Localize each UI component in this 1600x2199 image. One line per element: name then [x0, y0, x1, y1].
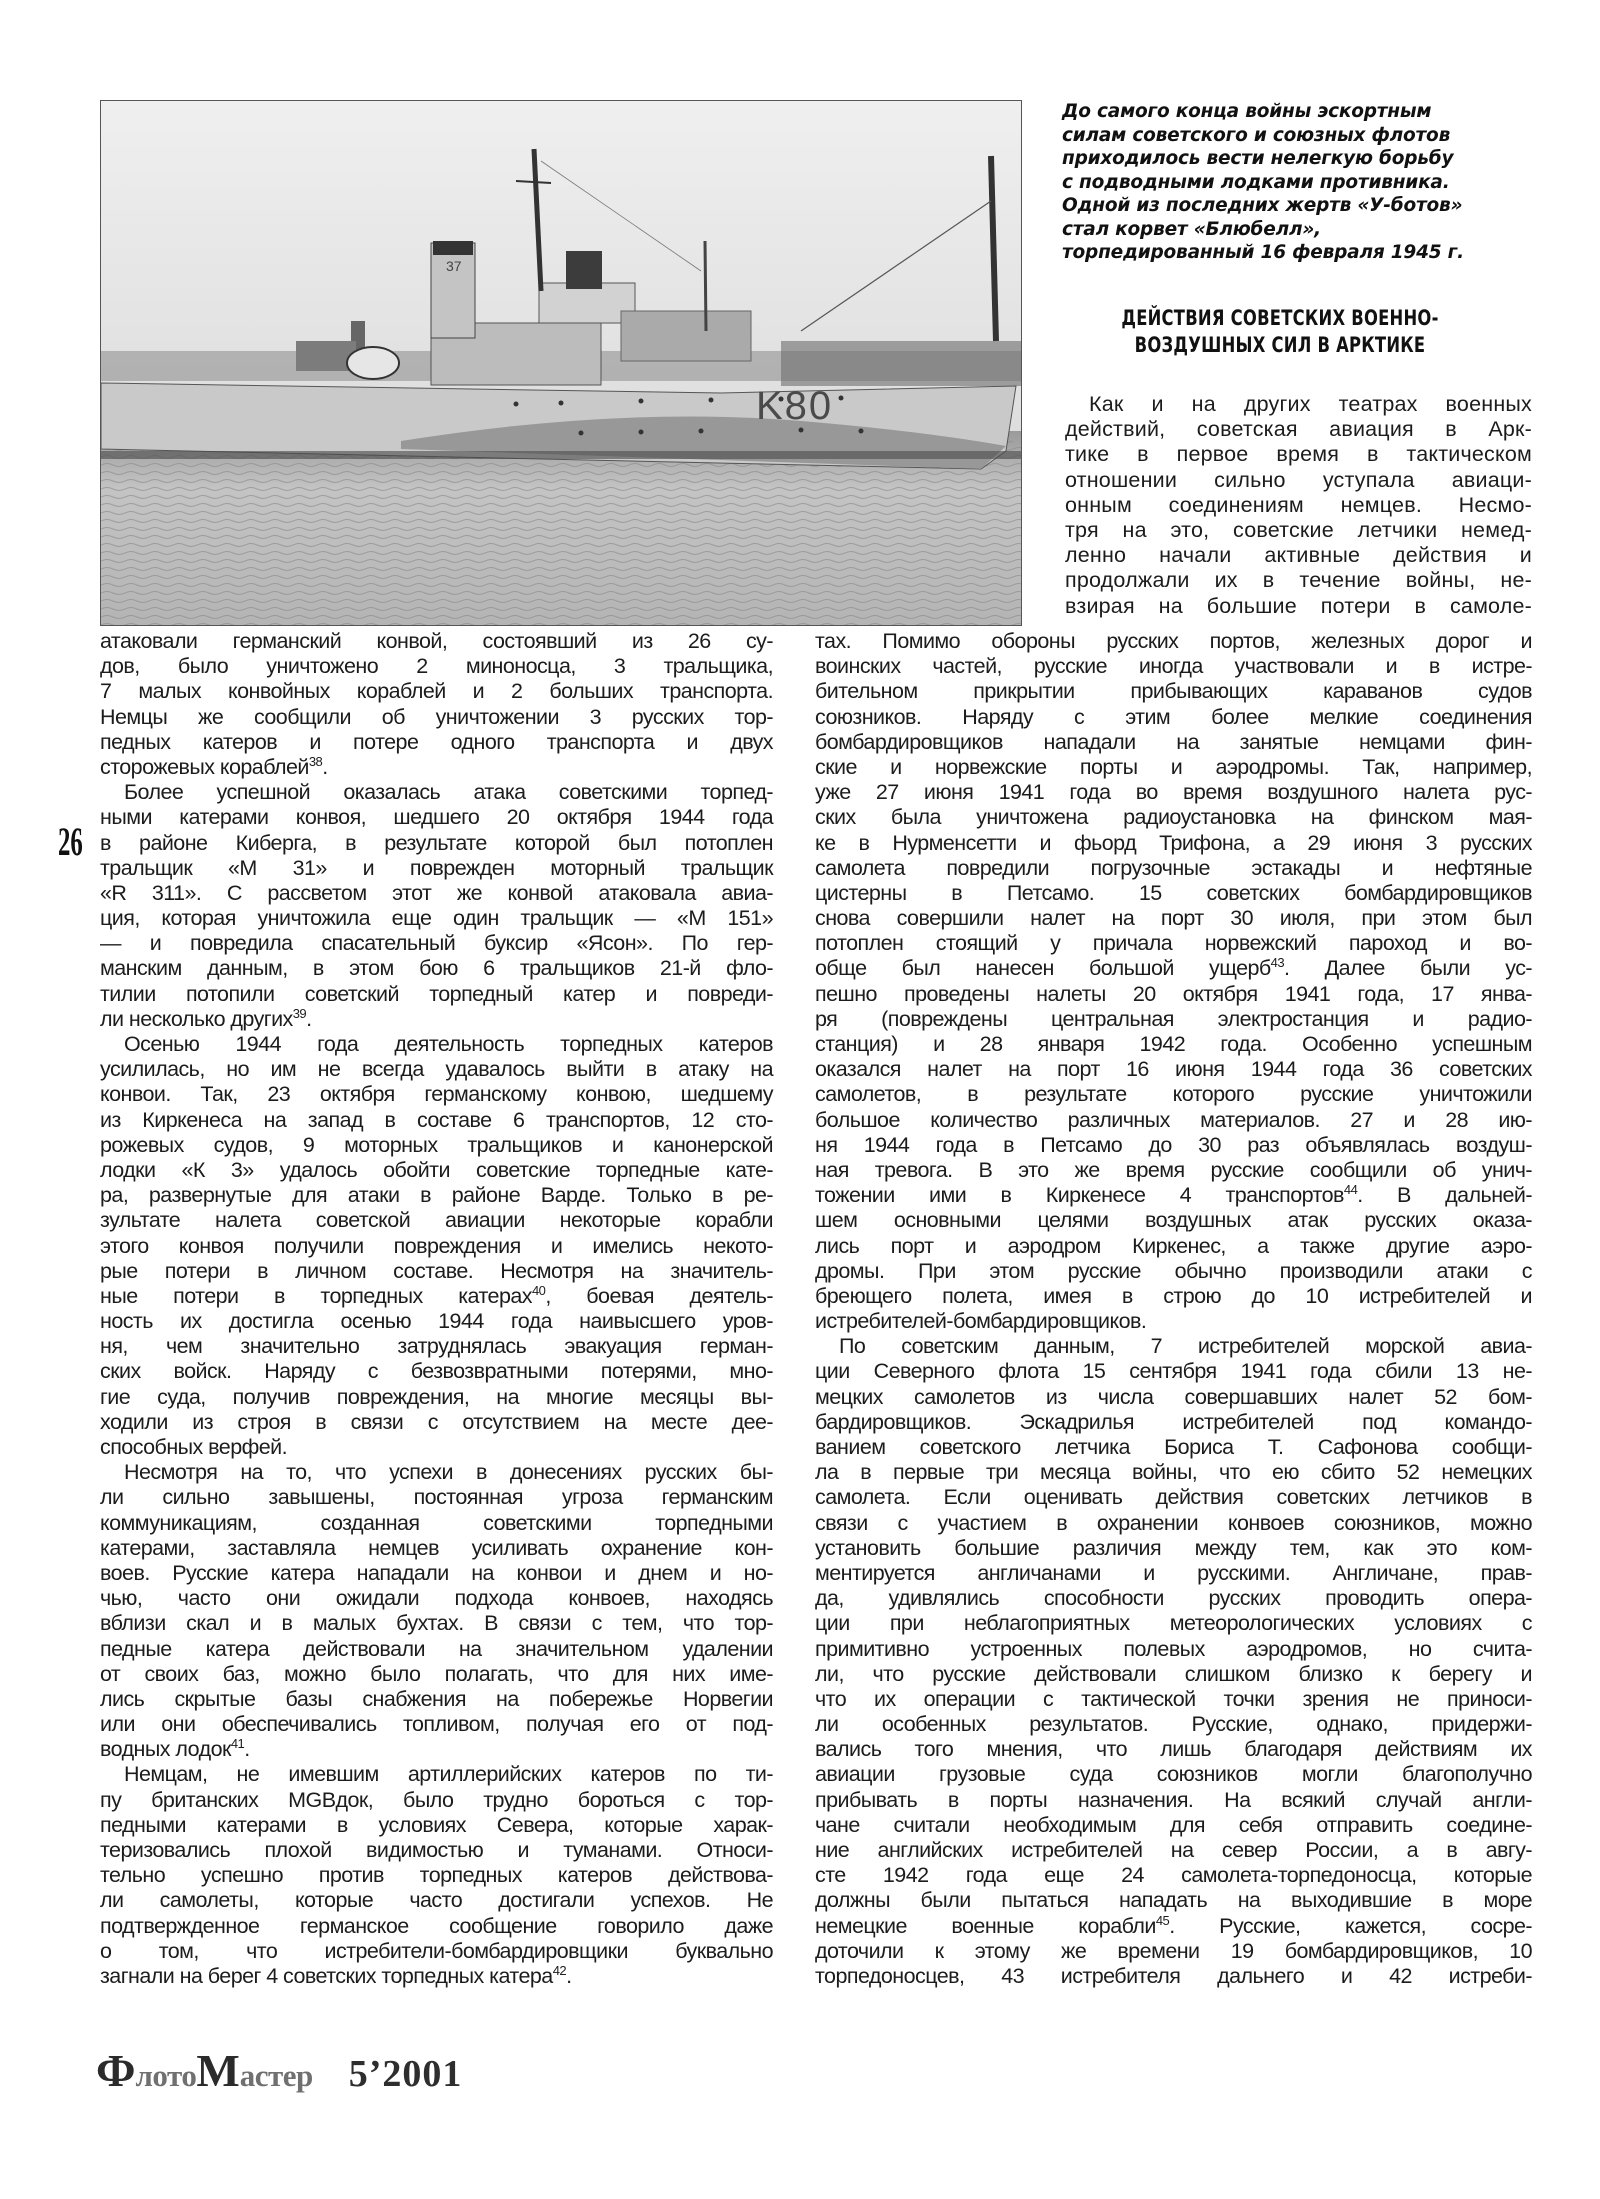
- text-line: [815, 1007, 1532, 1032]
- text-run: чане считали необходимым для себя отправить соедине-: [815, 1812, 1532, 1837]
- text-run: уже 27 июня 1941 года во время воздушного налета рус-: [815, 780, 1532, 805]
- text-line: [815, 931, 1532, 956]
- text-run: . Далее были ус-: [1284, 956, 1533, 981]
- text-run: — и повредила спасательный буксир «Ясон». По гер-: [100, 931, 773, 956]
- text-run: этого конвоя получили повреждения и имелись некото-: [100, 1233, 773, 1258]
- text-line: [100, 1158, 773, 1183]
- text-run: По советским данным, 7 истребителей морской авиа-: [839, 1334, 1532, 1359]
- text-run: . Русские, кажется, сосре-: [1169, 1913, 1532, 1938]
- caption-line: стал корвет «Блюбелл»,: [1062, 218, 1321, 240]
- text-line: [815, 906, 1532, 931]
- text-run: сторожевых кораблей: [100, 754, 309, 779]
- text-run: . В дальней-: [1357, 1183, 1532, 1208]
- text-line: [815, 1108, 1532, 1133]
- text-run: прибывать в порты назначения. На всякий случай англи-: [815, 1787, 1532, 1812]
- text-line: [815, 1511, 1532, 1536]
- text-line: [100, 730, 773, 755]
- text-line: продолжали их в течение войны, не-: [1065, 568, 1532, 593]
- text-line: [815, 1536, 1532, 1561]
- text-run: из Киркенеса на запад в составе 6 транспортов, 12 сто-: [100, 1107, 773, 1132]
- text-run: от своих баз, можно было полагать, что для них име-: [100, 1661, 773, 1686]
- text-run: лодки «К 3» удалось обойти советские торпедные кате-: [100, 1157, 773, 1182]
- text-run: ли самолеты, которые часто достигали успехов. Не: [100, 1888, 773, 1913]
- text-line: [100, 1914, 773, 1939]
- text-run: вблизи скал и в малых бухтах. В связи с тем, что тор-: [100, 1611, 773, 1636]
- text-run: 7 малых конвойных кораблей и 2 больших транспорта.: [100, 679, 773, 704]
- text-line: [815, 629, 1532, 654]
- article-column-right-top: [1065, 392, 1532, 619]
- article-column-left: [100, 629, 773, 1989]
- text-line: [100, 1586, 773, 1611]
- text-run: ских была уничтожена радиоустановка на финском мая-: [815, 805, 1532, 830]
- text-line: [100, 906, 773, 931]
- text-run: ли, что русские действовали слишком близко к берегу и: [815, 1661, 1532, 1686]
- footnote-ref: 44: [1343, 1182, 1358, 1198]
- masthead-cap-2: М: [196, 2045, 240, 2096]
- text-run: торпедоносцев, 43 истребителя дальнего и 42 истреби-: [815, 1963, 1532, 1988]
- text-run: ских войск. Наряду с безвозвратными потерями, мно-: [100, 1359, 773, 1384]
- text-run: Несмотря на то, что успехи в донесениях русских бы-: [124, 1460, 773, 1485]
- footnote-ref: 43: [1270, 955, 1285, 971]
- text-run: манским данным, в этом бою 6 тральщиков 21-й фло-: [100, 956, 773, 981]
- text-line: [815, 1435, 1532, 1460]
- text-line: [815, 1032, 1532, 1057]
- text-run: связи с участием в охранении конвоев союзников, можно: [815, 1510, 1532, 1535]
- issue-number: 5’2001: [348, 2053, 463, 2095]
- text-run: гие суда, получив повреждения, на многие месяцы вы-: [100, 1384, 773, 1409]
- text-line: [100, 1485, 773, 1510]
- text-line: [100, 1309, 773, 1334]
- text-run: тральщик «М 31» и поврежден моторный тральщик: [100, 855, 773, 880]
- text-line: [815, 1284, 1532, 1309]
- text-line: [100, 982, 773, 1007]
- text-run: немецкие военные корабли: [815, 1913, 1156, 1938]
- text-run: .: [322, 754, 328, 779]
- text-run: педные катера действовали на значительном удалении: [100, 1636, 773, 1661]
- text-run: катерами, заставляла немцев усиливать охранение кон-: [100, 1535, 773, 1560]
- text-line: [815, 1888, 1532, 1913]
- text-line: [815, 982, 1532, 1007]
- text-line: онным соединениям немцев. Несмо-: [1065, 492, 1532, 517]
- text-line: [100, 1208, 773, 1233]
- text-run: бардировщиков. Эскадрилья истребителей под командо-: [815, 1409, 1532, 1434]
- text-run: самолета повредили погрузочные эстакады и нефтяные: [815, 855, 1532, 880]
- text-run: ке в Нурменсетти и фьорд Трифона, а 29 июня 3 русских: [815, 830, 1532, 855]
- masthead-part-2: астер: [239, 2058, 313, 2093]
- text-run: ла в первые три месяца войны, что ею сбито 52 немецких: [815, 1460, 1532, 1485]
- text-line: [100, 1284, 773, 1309]
- text-line: [100, 1259, 773, 1284]
- text-run: Осенью 1944 года деятельность торпедных катеров: [124, 1032, 773, 1056]
- text-line: [100, 679, 773, 704]
- text-line: [100, 856, 773, 881]
- text-line: ленно начали активные действия и: [1065, 543, 1532, 568]
- text-line: действий, советская авиация в Арк-: [1065, 417, 1532, 442]
- text-line: [815, 1863, 1532, 1888]
- caption-line: силам советского и союзных флотов: [1062, 124, 1451, 146]
- text-run: ции Северного флота 15 сентября 1941 года сбили 13 не-: [815, 1359, 1532, 1384]
- text-line: [815, 1158, 1532, 1183]
- text-line: [815, 1637, 1532, 1662]
- text-line: [100, 1334, 773, 1359]
- text-run: ские и норвежские порты и аэродромы. Так, например,: [815, 754, 1532, 779]
- text-line: [815, 831, 1532, 856]
- text-line: [100, 629, 773, 654]
- text-run: потоплен стоящий у причала норвежский пароход и во-: [815, 931, 1532, 956]
- footnote-ref: 39: [292, 1005, 307, 1021]
- text-line: [100, 654, 773, 679]
- text-line: [815, 1586, 1532, 1611]
- text-run: коммуникациям, созданная советскими торпедными: [100, 1510, 773, 1535]
- text-line: [815, 1057, 1532, 1082]
- text-line: Как и на других театрах военных: [1089, 392, 1532, 416]
- text-run: ня, чем значительно затруднялась эвакуация герман-: [100, 1334, 773, 1359]
- text-run: педными катерами в условиях Севера, которые харак-: [100, 1812, 773, 1837]
- text-run: ментируется англичанами и русскими. Англичане, прав-: [815, 1560, 1532, 1585]
- text-run: загнали на берег 4 советских торпедных катера: [100, 1963, 553, 1988]
- text-line: отношении сильно уступала авиаци-: [1065, 467, 1532, 492]
- text-line: [815, 1208, 1532, 1233]
- text-run: бомбардировщиков нападали на занятые немцами фин-: [815, 729, 1532, 754]
- caption-line: Одной из последних жертв «У-ботов»: [1062, 195, 1463, 216]
- text-line: [100, 1536, 773, 1561]
- text-run: ванием советского летчика Бориса Т. Сафонова сообщи-: [815, 1435, 1532, 1459]
- text-line: [815, 856, 1532, 881]
- text-line: [815, 1813, 1532, 1838]
- funnel-mark: 37: [446, 258, 462, 274]
- footnote-ref: 45: [1155, 1912, 1170, 1928]
- text-run: ли несколько других: [100, 1006, 293, 1031]
- text-run: способных верфей.: [100, 1435, 288, 1459]
- page-number: 26: [58, 819, 83, 864]
- text-line: [815, 1359, 1532, 1384]
- text-run: должны были пытаться нападать на выходившие в море: [815, 1888, 1532, 1913]
- text-run: воев. Русские катера нападали на конвои и днем и но-: [100, 1560, 773, 1585]
- text-run: самолетов, в результате которого русские уничтожили: [815, 1082, 1532, 1107]
- text-line: [815, 1712, 1532, 1737]
- text-run: педных катеров и потере одного транспорта и двух: [100, 729, 773, 754]
- text-run: истребителей-бомбардировщиков.: [815, 1309, 1147, 1334]
- text-run: подтвержденное германское сообщение говорило даже: [100, 1913, 773, 1938]
- text-line: [100, 1234, 773, 1259]
- text-line: [815, 1662, 1532, 1687]
- text-run: мецких самолетов из числа совершавших налет 52 бом-: [815, 1384, 1532, 1409]
- text-line: [100, 831, 773, 856]
- text-line: [100, 1863, 773, 1888]
- text-run: большое количество различных материалов. 27 и 28 ию-: [815, 1107, 1532, 1132]
- text-run: ные потери в торпедных катерах: [100, 1283, 532, 1308]
- text-line: [815, 730, 1532, 755]
- text-line: [100, 1460, 773, 1485]
- ship-photo: [100, 100, 1022, 626]
- text-line: [815, 1259, 1532, 1284]
- text-line: [100, 1561, 773, 1586]
- text-run: что их операции с тактической точки зрения не приноси-: [815, 1686, 1532, 1711]
- footnote-ref: 38: [308, 753, 323, 769]
- text-run: тельно успешно против торпедных катеров действова-: [100, 1863, 773, 1888]
- magazine-masthead: [96, 2044, 462, 2097]
- text-line: [815, 654, 1532, 679]
- text-line: [815, 1309, 1532, 1334]
- footnote-ref: 40: [531, 1282, 546, 1298]
- text-run: лись порт и аэродром Киркенес, а также другие аэро-: [815, 1233, 1532, 1258]
- text-run: ря (повреждены центральная электростанция и радио-: [815, 1006, 1532, 1031]
- text-run: сте 1942 года еще 24 самолета-торпедоносца, которые: [815, 1863, 1532, 1888]
- caption-line: торпедированный 16 февраля 1945 г.: [1062, 242, 1464, 263]
- text-run: обще был нанесен большой ущерб: [815, 956, 1271, 981]
- text-line: [815, 1687, 1532, 1712]
- text-line: [100, 1007, 773, 1032]
- text-run: авиации грузовые суда союзников могли благополучно: [815, 1762, 1532, 1787]
- text-run: ли сильно завышены, постоянная угроза германским: [100, 1485, 773, 1510]
- text-run: Немцы же сообщили об уничтожении 3 русских тор-: [100, 704, 773, 729]
- text-run: , боевая деятель-: [545, 1283, 773, 1308]
- text-line: [100, 931, 773, 956]
- text-run: установить большие различия между тем, как это ком-: [815, 1535, 1532, 1560]
- text-line: [100, 1712, 773, 1737]
- text-line: [100, 1838, 773, 1863]
- text-run: бреющего полета, имея в строю до 10 истребителей и: [815, 1283, 1532, 1308]
- text-line: [100, 1082, 773, 1107]
- text-run: «R 311». С рассветом этот же конвой атаковала авиа-: [100, 880, 773, 905]
- text-line: [100, 1133, 773, 1158]
- heading-line: ДЕЙСТВИЯ СОВЕТСКИХ ВОЕННО-: [1121, 306, 1439, 330]
- text-line: [815, 1485, 1532, 1510]
- text-run: снова совершили налет на порт 30 июля, при этом был: [815, 906, 1532, 931]
- text-line: [100, 1637, 773, 1662]
- text-line: [100, 1108, 773, 1133]
- text-run: конвои. Так, 23 октября германскому конвою, шедшему: [100, 1082, 773, 1107]
- text-run: воинских частей, русские иногда участвовали и в истре-: [815, 654, 1532, 679]
- text-run: самолета. Если оценивать действия советских летчиков в: [815, 1485, 1532, 1510]
- text-line: [815, 780, 1532, 805]
- text-line: [100, 755, 773, 780]
- text-run: ли особенных результатов. Русские, однако, придержи-: [815, 1712, 1532, 1737]
- text-run: ность их достигла осенью 1944 года наивысшего уров-: [100, 1309, 773, 1334]
- text-line: [815, 755, 1532, 780]
- text-run: Более успешной оказалась атака советскими торпед-: [124, 780, 773, 805]
- text-line: [815, 1611, 1532, 1636]
- text-run: вались того мнения, что лишь благодаря действиям их: [815, 1737, 1532, 1762]
- text-line: [100, 1687, 773, 1712]
- text-run: ции при неблагоприятных метеорологических условиях с: [815, 1611, 1532, 1636]
- text-run: ходили из строя в связи с отсутствием на месте дее-: [100, 1409, 773, 1434]
- text-run: чью, часто они ожидали подхода конвоев, находясь: [100, 1586, 773, 1611]
- text-run: лись скрытые базы снабжения на побережье Норвегии: [100, 1686, 773, 1711]
- heading-line: ВОЗДУШНЫХ СИЛ В АРКТИКЕ: [1134, 333, 1426, 357]
- text-run: ра, развернутые для атаки в районе Варде. Только в ре-: [100, 1183, 773, 1208]
- text-line: [815, 1838, 1532, 1863]
- text-line: [815, 1788, 1532, 1813]
- text-line: [100, 1032, 773, 1057]
- text-line: [815, 1914, 1532, 1939]
- text-line: [815, 1964, 1532, 1989]
- text-run: рые потери в личном составе. Несмотря на значитель-: [100, 1258, 773, 1283]
- text-run: бительном прикрытии прибывающих караванов судов: [815, 679, 1532, 704]
- text-line: [815, 956, 1532, 981]
- text-run: водных лодок: [100, 1737, 231, 1762]
- text-line: [815, 1737, 1532, 1762]
- text-line: [100, 956, 773, 981]
- masthead-part-1: лото: [135, 2058, 197, 2093]
- text-line: тря на это, советские летчики немед-: [1065, 517, 1532, 542]
- text-line: [100, 1435, 773, 1460]
- text-line: [100, 1410, 773, 1435]
- text-line: тике в первое время в тактическом: [1065, 442, 1532, 467]
- caption-line: До самого конца войны эскортным: [1062, 101, 1432, 122]
- text-run: .: [306, 1006, 312, 1031]
- text-run: тах. Помимо обороны русских портов, железных дорог и: [815, 629, 1532, 653]
- text-run: Немцам, не имевшим артиллерийских катеров по ти-: [124, 1762, 773, 1787]
- text-line: [815, 1334, 1532, 1359]
- text-line: [100, 805, 773, 830]
- text-line: [815, 1410, 1532, 1435]
- section-heading: [1108, 305, 1451, 359]
- text-run: ция, которая уничтожила еще один тральщик — «М 151»: [100, 906, 773, 931]
- text-run: рожевых судов, 9 моторных тральщиков и канонерской: [100, 1132, 773, 1157]
- text-line: [815, 1234, 1532, 1259]
- text-run: дов, было уничтожено 2 миноносца, 3 тральщика,: [100, 654, 773, 679]
- text-run: станция) и 28 января 1942 года. Особенно успешным: [815, 1032, 1532, 1056]
- text-line: [100, 1762, 773, 1787]
- text-line: [100, 881, 773, 906]
- text-run: пу британских MGBдок, было трудно бороться с тор-: [100, 1787, 773, 1812]
- text-line: [100, 1888, 773, 1913]
- text-line: [815, 1762, 1532, 1787]
- text-line: [100, 1813, 773, 1838]
- photo-caption: [1062, 100, 1532, 265]
- text-run: оказался налет на порт 16 июня 1944 года 36 советских: [815, 1057, 1532, 1082]
- text-run: тилии потопили советский торпедный катер и повреди-: [100, 981, 773, 1006]
- text-line: [815, 1133, 1532, 1158]
- text-run: атаковали германский конвой, состоявший из 26 су-: [100, 629, 773, 653]
- text-run: союзников. Наряду с этим более мелкие соединения: [815, 704, 1532, 729]
- text-run: усилилась, но им не всегда удавалось выйти в атаку на: [100, 1057, 773, 1082]
- text-line: [815, 881, 1532, 906]
- footnote-ref: 41: [230, 1736, 245, 1752]
- caption-line: приходилось вести нелегкую борьбу: [1062, 148, 1454, 169]
- text-run: пешно проведены налеты 20 октября 1941 года, 17 янва-: [815, 981, 1532, 1006]
- text-line: [815, 1939, 1532, 1964]
- text-run: теризовались плохой видимостью и туманами. Относи-: [100, 1838, 773, 1862]
- text-line: [100, 1359, 773, 1384]
- text-run: ня 1944 года в Петсамо до 30 раз объявлялась воздуш-: [815, 1132, 1532, 1157]
- text-line: [100, 1662, 773, 1687]
- text-line: [815, 679, 1532, 704]
- text-line: [100, 1183, 773, 1208]
- footnote-ref: 42: [552, 1962, 567, 1978]
- caption-line: с подводными лодками противника.: [1062, 171, 1450, 193]
- text-run: ными катерами конвоя, шедшего 20 октября 1944 года: [100, 805, 773, 830]
- text-line: [815, 1082, 1532, 1107]
- text-line: [100, 1939, 773, 1964]
- text-run: или они обеспечивались топливом, получая его от под-: [100, 1712, 773, 1737]
- text-run: дромы. При этом русские обычно производили атаки с: [815, 1258, 1532, 1283]
- text-line: [815, 705, 1532, 730]
- text-line: [100, 1788, 773, 1813]
- article-column-right: [815, 629, 1532, 1989]
- text-line: [100, 705, 773, 730]
- text-run: тожении ими в Киркенесе 4 транспортов: [815, 1183, 1344, 1208]
- text-line: [815, 1561, 1532, 1586]
- hull-number: K80: [756, 384, 834, 428]
- text-line: [100, 1611, 773, 1636]
- text-line: [815, 805, 1532, 830]
- text-run: .: [566, 1963, 572, 1988]
- text-run: зультате налета советской авиации некоторые корабли: [100, 1208, 773, 1233]
- text-run: доточили к этому же времени 19 бомбардировщиков, 10: [815, 1938, 1532, 1963]
- text-run: да, удивлялись способности русских проводить опера-: [815, 1586, 1532, 1611]
- text-line: [100, 780, 773, 805]
- text-line: [815, 1460, 1532, 1485]
- text-run: ная тревога. В это же время русские сообщили об унич-: [815, 1157, 1532, 1182]
- text-run: .: [244, 1737, 250, 1762]
- text-line: [815, 1385, 1532, 1410]
- text-run: примитивно устроенных полевых аэродромов, но счита-: [815, 1636, 1532, 1661]
- text-run: ние английских истребителей на север России, а в авгу-: [815, 1838, 1532, 1862]
- text-run: шем основными целями воздушных атак русских оказа-: [815, 1208, 1532, 1233]
- text-run: цистерны в Петсамо. 15 советских бомбардировщиков: [815, 880, 1532, 905]
- text-line: [100, 1385, 773, 1410]
- text-line: [815, 1183, 1532, 1208]
- masthead-cap-1: Ф: [96, 2045, 136, 2096]
- text-line: [100, 1964, 773, 1989]
- text-line: [100, 1057, 773, 1082]
- text-line: [100, 1511, 773, 1536]
- text-run: о том, что истребители-бомбардировщики буквально: [100, 1938, 773, 1963]
- text-line: взирая на большие потери в самоле-: [1065, 593, 1532, 618]
- text-run: в районе Киберга, в результате которой был потоплен: [100, 830, 773, 855]
- text-line: [100, 1737, 773, 1762]
